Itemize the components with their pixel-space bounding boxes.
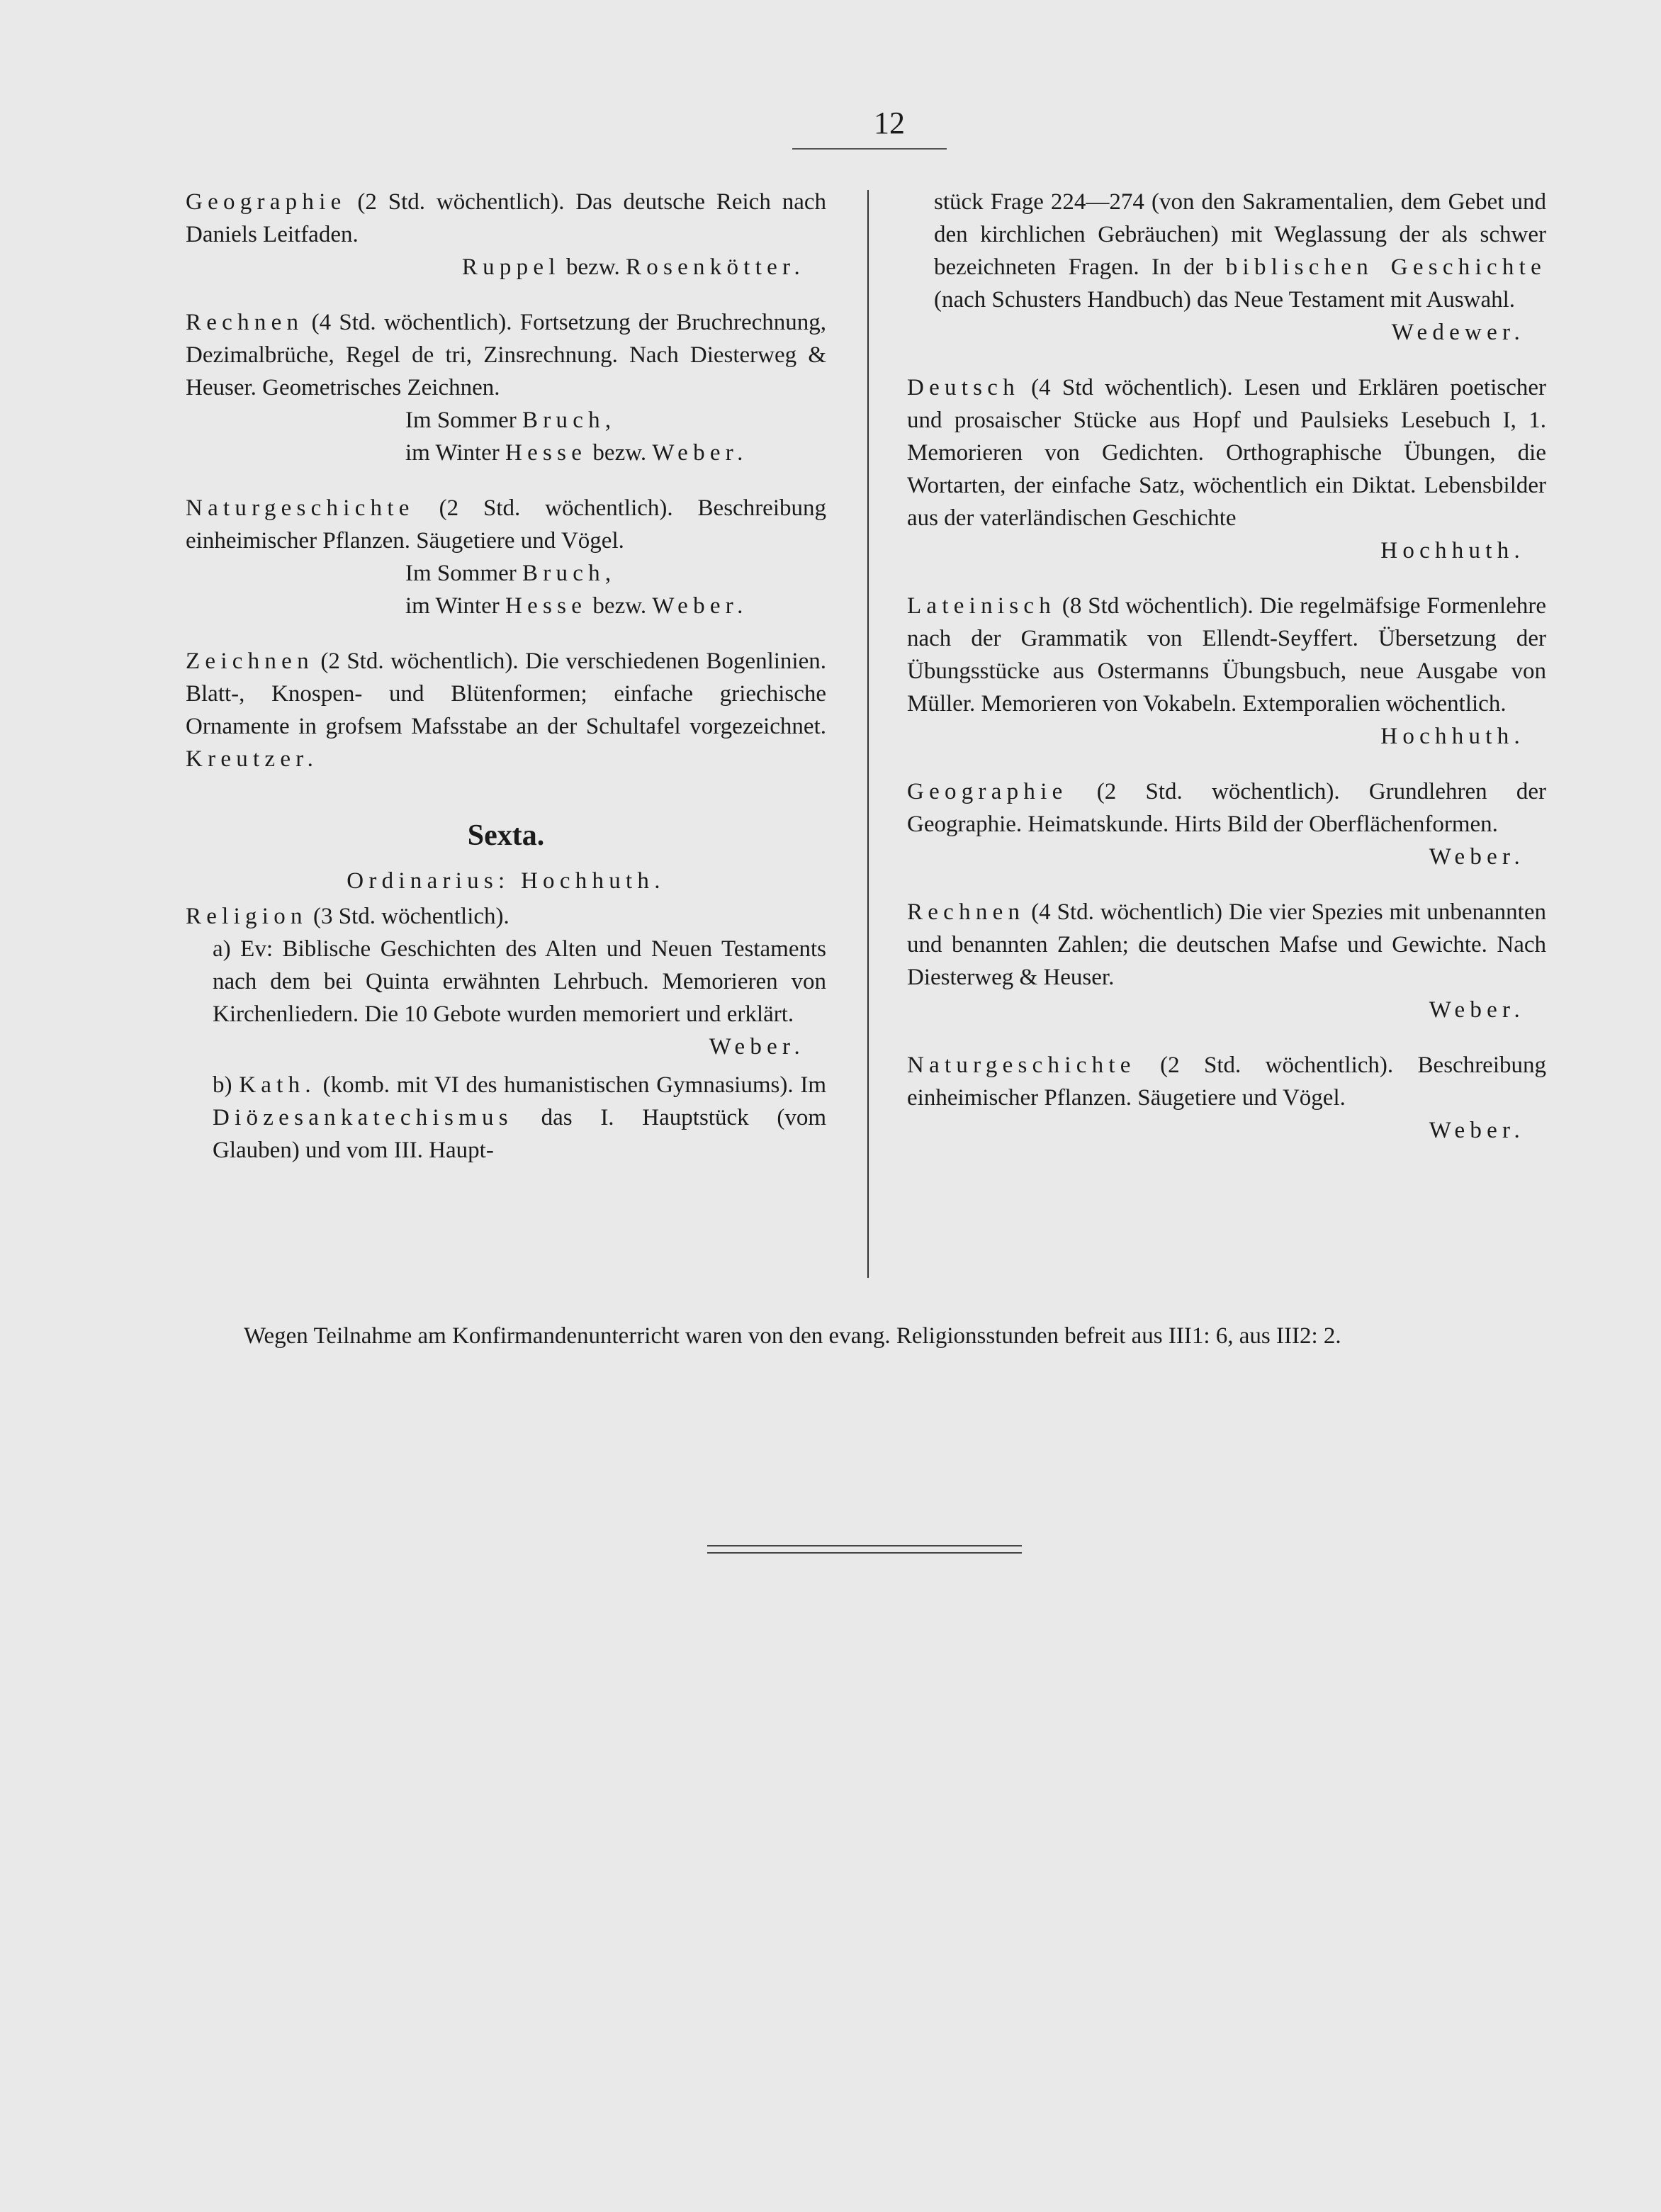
entry-rechnen-left — [186, 306, 826, 469]
teacher-name: Hochhuth. — [1380, 538, 1525, 563]
teacher-name: Hochhuth. — [1380, 724, 1525, 749]
end-rule — [707, 1552, 1022, 1554]
teacher-line — [907, 841, 1546, 873]
religion-kath-emph: Diözesankatechismus — [213, 1105, 513, 1130]
entry-text — [186, 900, 826, 933]
ordinarius-name: Hochhuth. — [520, 868, 665, 894]
teacher-name: Weber. — [1429, 1118, 1525, 1143]
teacher-name: Weber. — [1429, 844, 1525, 870]
teacher-prefix: im Winter — [405, 593, 506, 619]
teacher-prefix: im Winter — [405, 440, 506, 466]
entry-text — [907, 371, 1546, 534]
teacher-line — [907, 534, 1546, 567]
entry-geographie-left — [186, 186, 826, 283]
entry-rechnen-right — [907, 896, 1546, 1026]
subject-name: Religion — [186, 904, 308, 929]
entry-description: (2 Std. wöchentlich). Beschreibung einheimischer Pflanzen. Säugetiere und Vögel. — [186, 495, 826, 554]
teacher-join: bezw. — [587, 593, 653, 619]
religion-kath-text — [186, 1069, 826, 1167]
teacher-line — [186, 251, 826, 283]
teacher-name: Wedewer. — [1391, 320, 1525, 345]
entry-text — [907, 186, 1546, 316]
entry-text — [907, 1049, 1546, 1114]
teacher-name: Hesse — [505, 440, 587, 466]
end-rule — [707, 1545, 1022, 1546]
entry-description: stück Frage 224—274 (von den Sakramentalien, dem Gebet und den kirchlichen Gebräuchen) mit Weglassung der als schwer bezeichneten Fragen. In der — [934, 189, 1546, 280]
entry-religion-continued — [907, 186, 1546, 349]
teacher-name: Bruch, — [522, 561, 616, 586]
subject-name: Geographie — [907, 779, 1068, 804]
section-heading: Sexta. — [467, 819, 545, 852]
entry-description: (2 Std. wöchentlich). Das deutsche Reich nach Daniels Leitfaden. — [186, 189, 826, 247]
subject-name: Rechnen — [186, 310, 304, 335]
entry-description: (2 Std. wöchentlich). Die verschiedenen Bogenlinien. Blatt-, Knospen- und Blütenformen; einfache griechische Ornamente in grofsem Mafsstabe an der Schultafel vorgezeichnet. — [186, 649, 826, 739]
subject-name: Lateinisch — [907, 593, 1057, 619]
teacher-join: bezw. — [587, 440, 653, 466]
entry-zeichnen — [186, 645, 826, 775]
right-column — [907, 186, 1546, 1169]
teacher-name: Weber. — [652, 593, 748, 619]
entry-text — [907, 775, 1546, 841]
teacher-name: Weber. — [709, 1034, 805, 1060]
entry-text — [186, 306, 826, 404]
subject-name: Rechnen — [907, 899, 1025, 925]
entry-text — [186, 645, 826, 775]
religion-kath-mid: (komb. mit VI des humanistischen Gymnasiums). Im — [315, 1072, 826, 1098]
teacher-line — [186, 437, 826, 469]
teacher-line — [907, 994, 1546, 1026]
left-column — [186, 186, 826, 1167]
teacher-line — [186, 404, 826, 437]
column-divider — [867, 190, 869, 1278]
entry-religion — [186, 900, 826, 1167]
entry-geographie-right — [907, 775, 1546, 873]
teacher-name: Weber. — [1429, 997, 1525, 1023]
entry-description: (4 Std wöchentlich). Lesen und Erklären poetischer und prosaischer Stücke aus Hopf und Paulsieks Lesebuch I, 1. Memorieren von Gedichten. Orthographische Übungen, die Wortarten, der einfache Satz, wöchentlich ein Diktat. Lebensbilder aus der vaterländischen Geschichte — [907, 375, 1546, 531]
entry-text — [907, 896, 1546, 994]
teacher-join: bezw. — [560, 254, 626, 280]
subject-name: Naturgeschichte — [907, 1052, 1136, 1078]
religion-kath-post: das I. Hauptstück (vom Glauben) und vom III. Haupt- — [213, 1105, 826, 1163]
entry-description: (2 Std. wöchentlich). Beschreibung einheimischer Pflanzen. Säugetiere und Vögel. — [907, 1052, 1546, 1111]
entry-description: (8 Std wöchentlich). Die regelmäfsige Formenlehre nach der Grammatik von Ellendt-Seyffert. Übersetzung der Übungsstücke aus Ostermanns Übungsbuch, neue Ausgabe von Müller. Memorieren von Vokabeln. Extemporalien wöchentlich. — [907, 593, 1546, 717]
teacher-name: Bruch, — [522, 408, 616, 433]
entry-text — [186, 492, 826, 557]
subject-name: Deutsch — [907, 375, 1020, 400]
entry-deutsch — [907, 371, 1546, 567]
page-number: 12 — [874, 106, 905, 140]
teacher-line — [907, 316, 1546, 349]
religion-ev-text: a) Ev: Biblische Geschichten des Alten und Neuen Testaments nach dem bei Quinta erwähnten Lehrbuch. Memorieren von Kirchenliedern. Die 10 Gebote wurden memoriert und erklärt. — [213, 936, 826, 1027]
teacher-line — [186, 590, 826, 622]
entry-description: (3 Std. wöchentlich). — [307, 904, 509, 929]
subject-name: Zeichnen — [186, 649, 314, 674]
teacher-line — [186, 557, 826, 590]
entry-naturgeschichte-left — [186, 492, 826, 622]
teacher-line — [186, 1031, 826, 1063]
entry-description: (4 Std. wöchentlich). Fortsetzung der Bruchrechnung, Dezimalbrüche, Regel de tri, Zinsrechnung. Nach Diesterweg & Heuser. Geometrisches Zeichnen. — [186, 310, 826, 400]
entry-description: (4 Std. wöchentlich) Die vier Spezies mit unbenannten und benannten Zahlen; die deutschen Mafse und Gewichte. Nach Diesterweg & Heuser. — [907, 899, 1546, 990]
subject-name: Geographie — [186, 189, 347, 215]
teacher-line — [907, 1114, 1546, 1147]
entry-description: (2 Std. wöchentlich). Grundlehren der Geographie. Heimatskunde. Hirts Bild der Oberflächenformen. — [907, 779, 1546, 837]
entry-naturgeschichte-right — [907, 1049, 1546, 1147]
teacher-name: Ruppel — [461, 254, 561, 280]
footnote: Wegen Teilnahme am Konfirmandenunterricht waren von den evang. Religionsstunden befreit aus III1: 6, aus III2: 2. — [244, 1323, 1341, 1349]
teacher-name: Hesse — [505, 593, 587, 619]
ordinarius-label: Ordinarius: — [347, 868, 521, 894]
entry-description: (nach Schusters Handbuch) das Neue Testament mit Auswahl. — [934, 287, 1516, 313]
subject-emph: biblischen Geschichte — [1225, 254, 1546, 280]
entry-text — [907, 590, 1546, 720]
teacher-name: Kreutzer. — [186, 746, 319, 772]
page-number-rule — [792, 148, 947, 150]
ordinarius-line — [186, 865, 826, 897]
teacher-prefix: Im Sommer — [405, 561, 522, 586]
religion-kath-label: Kath. — [239, 1072, 316, 1098]
entry-text — [186, 186, 826, 251]
teacher-prefix: Im Sommer — [405, 408, 522, 433]
religion-kath-prefix: b) — [213, 1072, 240, 1098]
teacher-line — [907, 720, 1546, 753]
teacher-name: Rosenkötter. — [625, 254, 805, 280]
teacher-name: Weber. — [652, 440, 748, 466]
subject-name: Naturgeschichte — [186, 495, 415, 521]
entry-lateinisch — [907, 590, 1546, 753]
